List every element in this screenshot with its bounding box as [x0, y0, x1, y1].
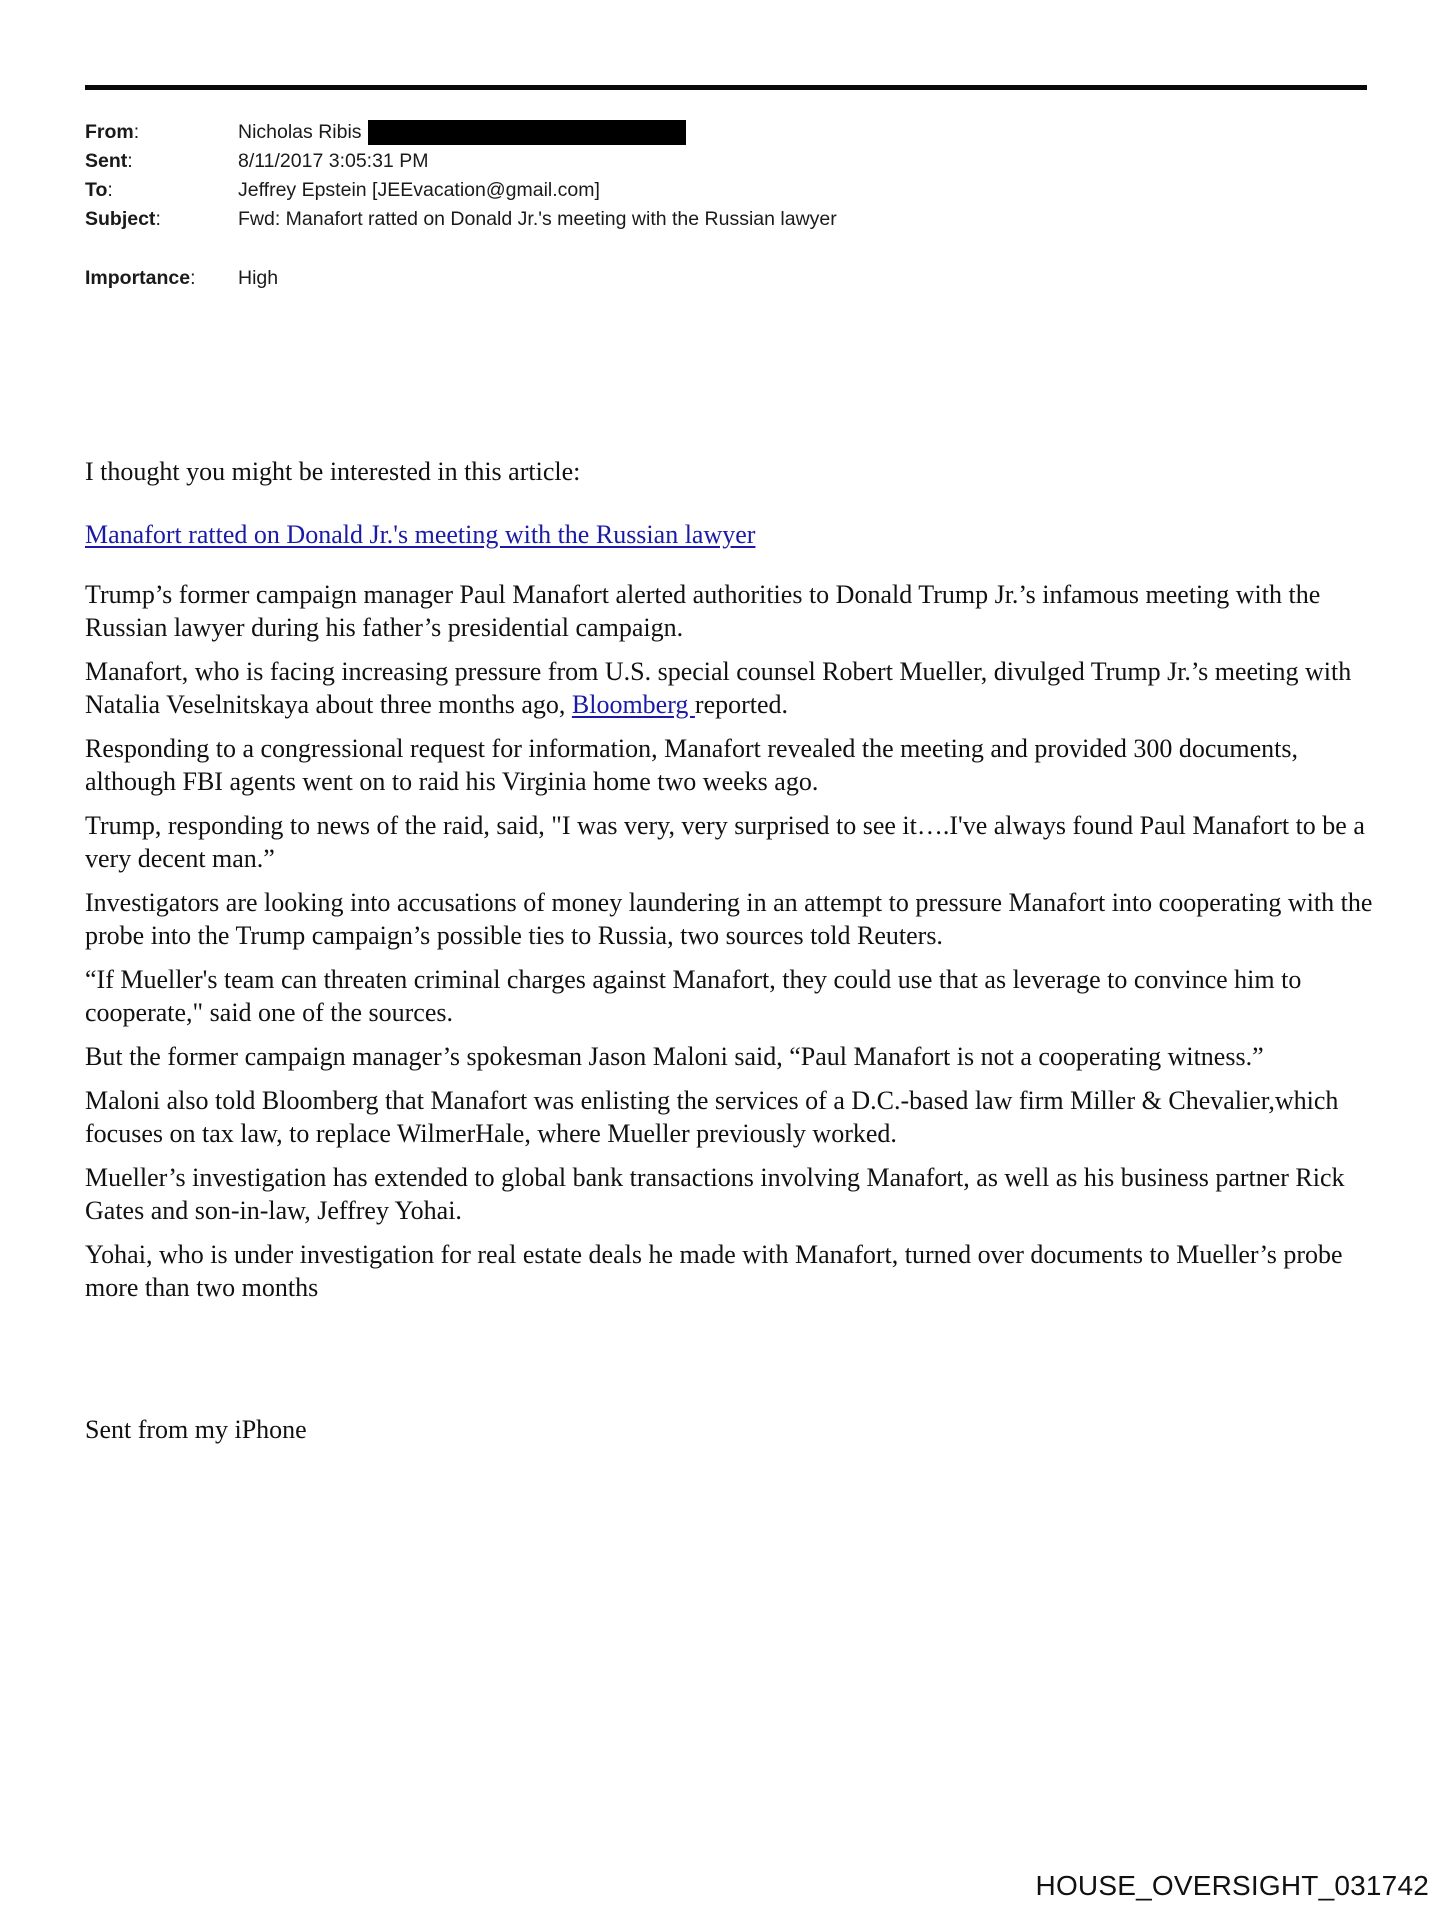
sent-label: Sent: — [85, 150, 133, 172]
article-paragraph-1: Trump’s former campaign manager Paul Manafort alerted authorities to Donald Trump Jr.’s infamous meeting with the Russian lawyer during his father’s presidential campaign. — [85, 580, 1321, 642]
intro-text: I thought you might be interested in this article: — [85, 457, 581, 486]
from-row — [85, 118, 837, 147]
email-header — [85, 118, 837, 293]
header-divider-rule — [85, 85, 1367, 90]
article-paragraph-10: Yohai, who is under investigation for real estate deals he made with Manafort, turned over documents to Mueller’s probe more than two months — [85, 1240, 1343, 1302]
article-paragraph-4: Trump, responding to news of the raid, said, "I was very, very surprised to see it….I've always found Paul Manafort to be a very decent man.” — [85, 811, 1365, 873]
article-paragraph-6: “If Mueller's team can threaten criminal charges against Manafort, they could use that as leverage to convince him to cooperate," said one of the sources. — [85, 965, 1302, 1027]
subject-label: Subject: — [85, 208, 161, 230]
article-paragraph-8: Maloni also told Bloomberg that Manafort was enlisting the services of a D.C.-based law firm Miller & Chevalier,which focuses on tax law, to replace WilmerHale, where Mueller previously worked. — [85, 1086, 1339, 1148]
article-paragraph-7: But the former campaign manager’s spokesman Jason Maloni said, “Paul Manafort is not a cooperating witness.” — [85, 1042, 1264, 1071]
subject-row — [85, 205, 837, 234]
to-row — [85, 176, 837, 205]
email-signature: Sent from my iPhone — [85, 1415, 307, 1444]
bloomberg-link[interactable]: Bloomberg — [571, 690, 695, 719]
article-paragraph-5: Investigators are looking into accusations of money laundering in an attempt to pressure Manafort into cooperating with the probe into the Trump campaign’s possible ties to Russia, two sources told Reuters. — [85, 888, 1373, 950]
to-label: To: — [85, 179, 113, 201]
article-link[interactable]: Manafort ratted on Donald Jr.'s meeting with the Russian lawyer — [85, 520, 756, 549]
bates-number: HOUSE_OVERSIGHT_031742 — [1035, 1870, 1429, 1901]
importance-row — [85, 264, 837, 293]
sent-row — [85, 147, 837, 176]
sender-name: Nicholas Ribis — [238, 121, 362, 143]
redaction-block — [368, 120, 686, 145]
importance-label: Importance: — [85, 267, 196, 289]
subject-value: Fwd: Manafort ratted on Donald Jr.'s meeting with the Russian lawyer — [238, 208, 837, 230]
article-paragraph-3: Responding to a congressional request for information, Manafort revealed the meeting and provided 300 documents, although FBI agents went on to raid his Virginia home two weeks ago. — [85, 734, 1298, 796]
from-value — [238, 118, 686, 147]
email-body — [85, 455, 1375, 1315]
importance-value: High — [238, 267, 279, 289]
sent-value: 8/11/2017 3:05:31 PM — [238, 150, 429, 172]
article-paragraph-9: Mueller’s investigation has extended to global bank transactions involving Manafort, as well as his business partner Rick Gates and son-in-law, Jeffrey Yohai. — [85, 1163, 1345, 1225]
article-paragraph-2: Manafort, who is facing increasing pressure from U.S. special counsel Robert Mueller, divulged Trump Jr.’s meeting with Natalia Veselnitskaya about three months ago, Bloomberg reported. — [85, 657, 1352, 719]
to-value: Jeffrey Epstein [JEEvacation@gmail.com] — [238, 179, 600, 201]
from-label: From: — [85, 121, 140, 143]
